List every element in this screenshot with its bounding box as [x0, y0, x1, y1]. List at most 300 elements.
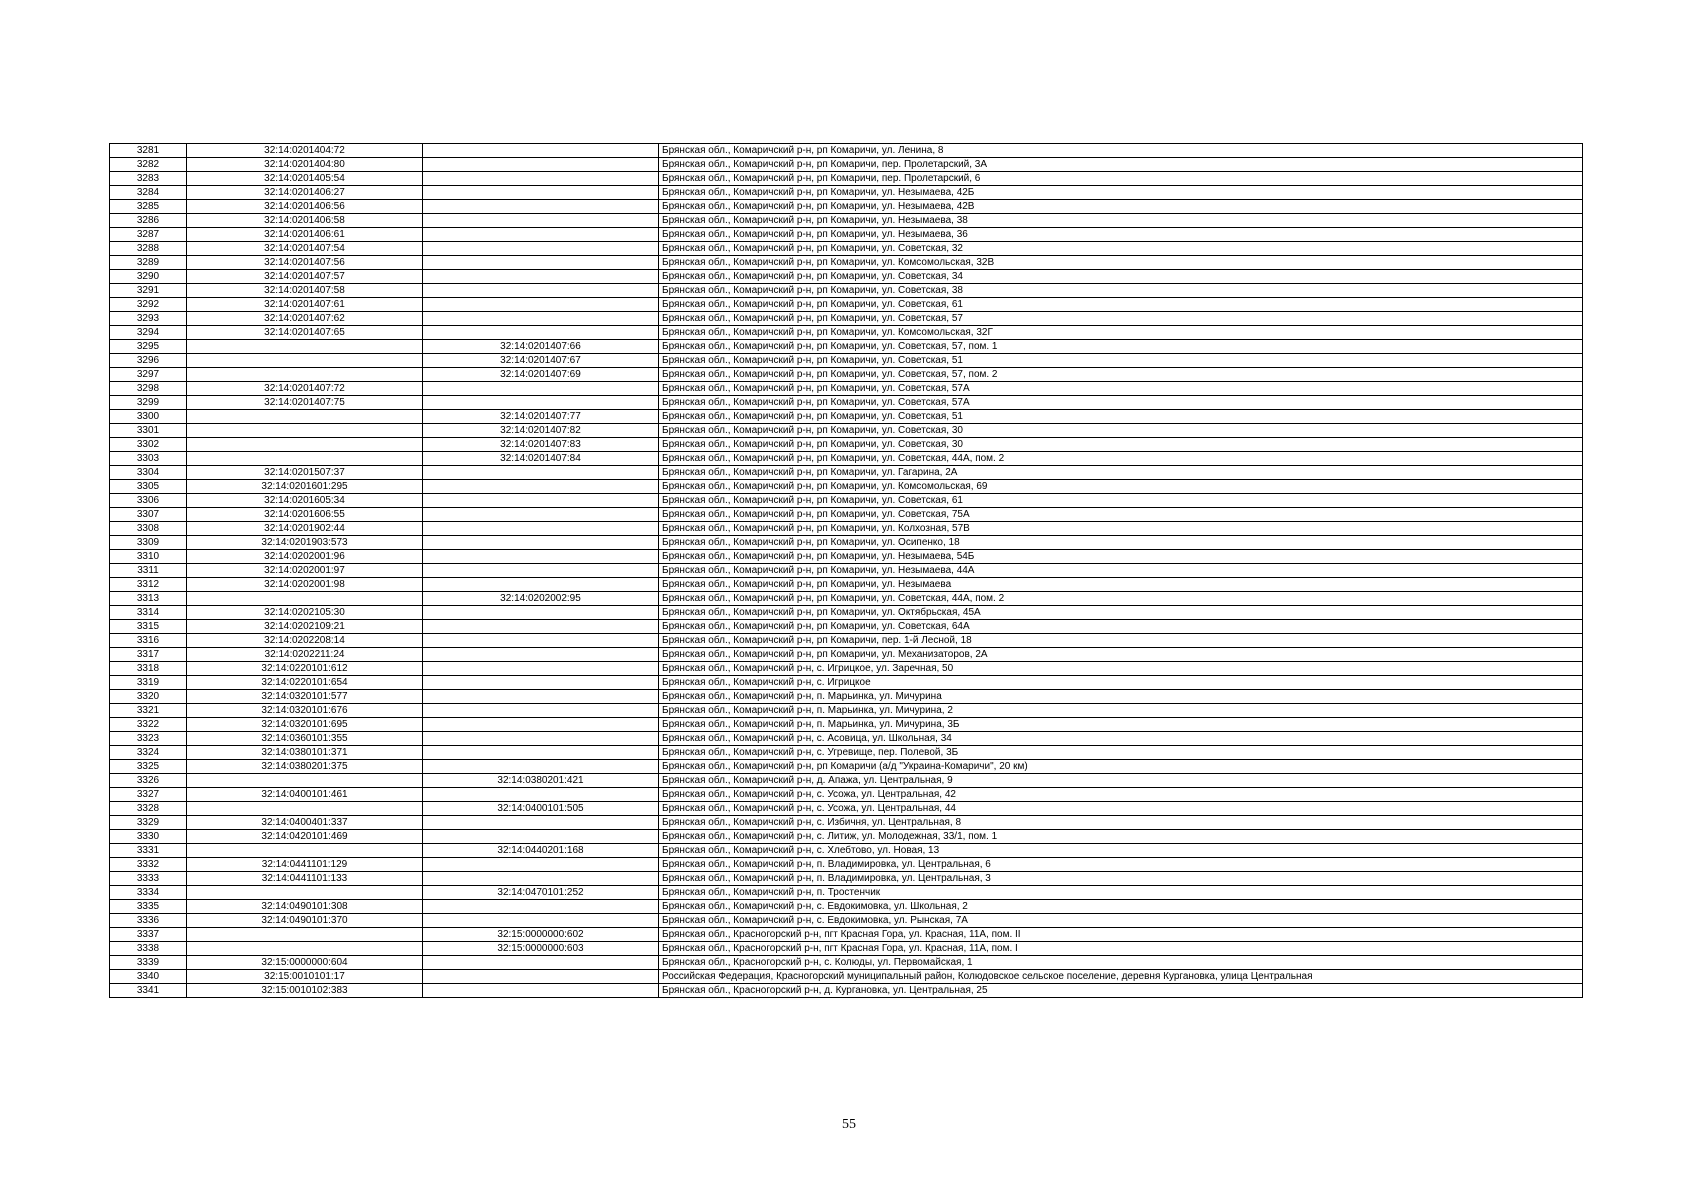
- cadastral-number-cell: 32:14:0202208:14: [187, 634, 423, 648]
- object-cadastral-number-cell: [423, 732, 659, 746]
- object-cadastral-number-cell: 32:14:0201407:67: [423, 354, 659, 368]
- object-cadastral-number-cell: [423, 522, 659, 536]
- cadastral-number-cell: 32:14:0400401:337: [187, 816, 423, 830]
- cadastral-number-cell: 32:14:0201407:72: [187, 382, 423, 396]
- table-row: [110, 466, 1583, 480]
- table-row: [110, 340, 1583, 354]
- cadastral-number-cell: 32:14:0320101:695: [187, 718, 423, 732]
- cadastral-number-cell: 32:14:0201406:27: [187, 186, 423, 200]
- address-cell: Брянская обл., Красногорский р-н, пгт Красная Гора, ул. Красная, 11А, пом. I: [659, 942, 1583, 956]
- cadastral-number-cell: [187, 592, 423, 606]
- row-number-cell: 3341: [110, 984, 187, 998]
- address-cell: Брянская обл., Комаричский р-н, рп Комаричи, ул. Советская, 34: [659, 270, 1583, 284]
- row-number-cell: 3331: [110, 844, 187, 858]
- address-cell: Российская Федерация, Красногорский муниципальный район, Колюдовское сельское поселение, деревня Кургановка, улица Центральная: [659, 970, 1583, 984]
- row-number-cell: 3303: [110, 452, 187, 466]
- row-number-cell: 3289: [110, 256, 187, 270]
- object-cadastral-number-cell: [423, 494, 659, 508]
- cadastral-number-cell: 32:14:0201601:295: [187, 480, 423, 494]
- object-cadastral-number-cell: [423, 578, 659, 592]
- address-cell: Брянская обл., Комаричский р-н, с. Игрицкое: [659, 676, 1583, 690]
- address-cell: Брянская обл., Комаричский р-н, рп Комаричи, ул. Советская, 57, пом. 2: [659, 368, 1583, 382]
- table-row: [110, 256, 1583, 270]
- address-cell: Брянская обл., Комаричский р-н, рп Комаричи, ул. Советская, 30: [659, 424, 1583, 438]
- cadastral-number-cell: 32:14:0201407:54: [187, 242, 423, 256]
- object-cadastral-number-cell: [423, 550, 659, 564]
- object-cadastral-number-cell: [423, 326, 659, 340]
- cadastral-number-cell: 32:14:0201605:34: [187, 494, 423, 508]
- row-number-cell: 3340: [110, 970, 187, 984]
- object-cadastral-number-cell: [423, 970, 659, 984]
- table-row: [110, 662, 1583, 676]
- table-row: [110, 550, 1583, 564]
- cadastral-number-cell: 32:14:0201406:58: [187, 214, 423, 228]
- row-number-cell: 3329: [110, 816, 187, 830]
- address-cell: Брянская обл., Комаричский р-н, рп Комаричи, ул. Советская, 57, пом. 1: [659, 340, 1583, 354]
- object-cadastral-number-cell: [423, 620, 659, 634]
- object-cadastral-number-cell: 32:14:0201407:83: [423, 438, 659, 452]
- row-number-cell: 3324: [110, 746, 187, 760]
- table-row: [110, 956, 1583, 970]
- cadastral-number-cell: 32:14:0201507:37: [187, 466, 423, 480]
- table-row: [110, 648, 1583, 662]
- address-cell: Брянская обл., Комаричский р-н, рп Комаричи, ул. Советская, 57А: [659, 396, 1583, 410]
- address-cell: Брянская обл., Комаричский р-н, рп Комаричи, ул. Советская, 51: [659, 354, 1583, 368]
- address-cell: Брянская обл., Комаричский р-н, с. Асовица, ул. Школьная, 34: [659, 732, 1583, 746]
- object-cadastral-number-cell: [423, 606, 659, 620]
- table-row: [110, 858, 1583, 872]
- row-number-cell: 3312: [110, 578, 187, 592]
- cadastral-number-cell: 32:14:0420101:469: [187, 830, 423, 844]
- cadastral-number-cell: 32:14:0400101:461: [187, 788, 423, 802]
- address-cell: Брянская обл., Комаричский р-н, рп Комаричи, ул. Советская, 44А, пом. 2: [659, 452, 1583, 466]
- cadastral-number-cell: [187, 942, 423, 956]
- cadastral-number-cell: 32:14:0201406:61: [187, 228, 423, 242]
- row-number-cell: 3323: [110, 732, 187, 746]
- address-cell: Брянская обл., Комаричский р-н, рп Комаричи, ул. Советская, 38: [659, 284, 1583, 298]
- object-cadastral-number-cell: [423, 816, 659, 830]
- address-cell: Брянская обл., Комаричский р-н, рп Комаричи, ул. Колхозная, 57В: [659, 522, 1583, 536]
- cadastral-number-cell: [187, 452, 423, 466]
- address-cell: Брянская обл., Комаричский р-н, рп Комаричи, ул. Гагарина, 2А: [659, 466, 1583, 480]
- address-cell: Брянская обл., Комаричский р-н, рп Комаричи, ул. Незымаева, 38: [659, 214, 1583, 228]
- table-row: [110, 508, 1583, 522]
- cadastral-number-cell: [187, 410, 423, 424]
- row-number-cell: 3337: [110, 928, 187, 942]
- address-cell: Брянская обл., Комаричский р-н, п. Владимировка, ул. Центральная, 6: [659, 858, 1583, 872]
- table-row: [110, 452, 1583, 466]
- address-cell: Брянская обл., Комаричский р-н, рп Комаричи (а/д "Украина-Комаричи", 20 км): [659, 760, 1583, 774]
- table-row: [110, 480, 1583, 494]
- address-cell: Брянская обл., Комаричский р-н, д. Апажа, ул. Центральная, 9: [659, 774, 1583, 788]
- object-cadastral-number-cell: 32:14:0470101:252: [423, 886, 659, 900]
- cadastral-number-cell: [187, 844, 423, 858]
- cadastral-number-cell: 32:14:0490101:308: [187, 900, 423, 914]
- row-number-cell: 3286: [110, 214, 187, 228]
- object-cadastral-number-cell: [423, 284, 659, 298]
- page-number: 55: [842, 1117, 856, 1132]
- cadastral-number-cell: 32:15:0000000:604: [187, 956, 423, 970]
- table-row: [110, 942, 1583, 956]
- address-cell: Брянская обл., Комаричский р-н, рп Комаричи, ул. Советская, 30: [659, 438, 1583, 452]
- object-cadastral-number-cell: 32:14:0201407:69: [423, 368, 659, 382]
- cadastral-number-cell: 32:14:0441101:129: [187, 858, 423, 872]
- row-number-cell: 3335: [110, 900, 187, 914]
- address-cell: Брянская обл., Комаричский р-н, рп Комаричи, ул. Незымаева, 36: [659, 228, 1583, 242]
- object-cadastral-number-cell: 32:14:0201407:82: [423, 424, 659, 438]
- row-number-cell: 3281: [110, 144, 187, 158]
- cadastral-number-cell: 32:14:0380201:375: [187, 760, 423, 774]
- cadastral-number-cell: 32:14:0202001:98: [187, 578, 423, 592]
- table-row: [110, 928, 1583, 942]
- table-row: [110, 704, 1583, 718]
- table-row: [110, 816, 1583, 830]
- object-cadastral-number-cell: [423, 956, 659, 970]
- row-number-cell: 3300: [110, 410, 187, 424]
- object-cadastral-number-cell: [423, 914, 659, 928]
- row-number-cell: 3334: [110, 886, 187, 900]
- row-number-cell: 3321: [110, 704, 187, 718]
- cadastral-number-cell: [187, 774, 423, 788]
- address-cell: Брянская обл., Комаричский р-н, с. Евдокимовка, ул. Школьная, 2: [659, 900, 1583, 914]
- row-number-cell: 3330: [110, 830, 187, 844]
- table-body: [110, 144, 1583, 998]
- address-cell: Брянская обл., Комаричский р-н, рп Комаричи, ул. Советская, 44А, пом. 2: [659, 592, 1583, 606]
- object-cadastral-number-cell: [423, 214, 659, 228]
- table-row: [110, 606, 1583, 620]
- row-number-cell: 3291: [110, 284, 187, 298]
- object-cadastral-number-cell: [423, 564, 659, 578]
- address-cell: Брянская обл., Комаричский р-н, с. Избичня, ул. Центральная, 8: [659, 816, 1583, 830]
- address-cell: Брянская обл., Комаричский р-н, рп Комаричи, ул. Советская, 61: [659, 298, 1583, 312]
- object-cadastral-number-cell: [423, 746, 659, 760]
- object-cadastral-number-cell: [423, 242, 659, 256]
- row-number-cell: 3310: [110, 550, 187, 564]
- address-cell: Брянская обл., Комаричский р-н, с. Игрицкое, ул. Заречная, 50: [659, 662, 1583, 676]
- address-cell: Брянская обл., Комаричский р-н, рп Комаричи, ул. Советская, 57: [659, 312, 1583, 326]
- row-number-cell: 3306: [110, 494, 187, 508]
- row-number-cell: 3338: [110, 942, 187, 956]
- row-number-cell: 3326: [110, 774, 187, 788]
- table-row: [110, 872, 1583, 886]
- object-cadastral-number-cell: [423, 144, 659, 158]
- address-cell: Брянская обл., Комаричский р-н, рп Комаричи, ул. Советская, 57А: [659, 382, 1583, 396]
- table-row: [110, 186, 1583, 200]
- table-row: [110, 746, 1583, 760]
- table-row: [110, 886, 1583, 900]
- table-row: [110, 592, 1583, 606]
- address-cell: Брянская обл., Комаричский р-н, рп Комаричи, ул. Незымаева, 44А: [659, 564, 1583, 578]
- object-cadastral-number-cell: 32:14:0440201:168: [423, 844, 659, 858]
- cadastral-number-cell: 32:14:0201404:80: [187, 158, 423, 172]
- table-row: [110, 144, 1583, 158]
- cadastral-number-cell: 32:14:0360101:355: [187, 732, 423, 746]
- cadastral-number-cell: 32:14:0201407:58: [187, 284, 423, 298]
- row-number-cell: 3305: [110, 480, 187, 494]
- table-row: [110, 732, 1583, 746]
- cadastral-number-cell: 32:14:0201407:75: [187, 396, 423, 410]
- address-cell: Брянская обл., Комаричский р-н, рп Комаричи, ул. Незымаева: [659, 578, 1583, 592]
- object-cadastral-number-cell: 32:14:0201407:66: [423, 340, 659, 354]
- row-number-cell: 3320: [110, 690, 187, 704]
- cadastral-number-cell: [187, 340, 423, 354]
- table-row: [110, 242, 1583, 256]
- object-cadastral-number-cell: [423, 662, 659, 676]
- address-cell: Брянская обл., Комаричский р-н, рп Комаричи, ул. Советская, 64А: [659, 620, 1583, 634]
- table-row: [110, 424, 1583, 438]
- object-cadastral-number-cell: [423, 298, 659, 312]
- address-cell: Брянская обл., Комаричский р-н, рп Комаричи, ул. Советская, 32: [659, 242, 1583, 256]
- table-row: [110, 830, 1583, 844]
- object-cadastral-number-cell: [423, 466, 659, 480]
- cadastral-number-cell: [187, 368, 423, 382]
- object-cadastral-number-cell: 32:14:0201407:77: [423, 410, 659, 424]
- cadastral-number-cell: 32:14:0201405:54: [187, 172, 423, 186]
- address-cell: Брянская обл., Комаричский р-н, рп Комаричи, ул. Осипенко, 18: [659, 536, 1583, 550]
- address-cell: Брянская обл., Красногорский р-н, с. Колюды, ул. Первомайская, 1: [659, 956, 1583, 970]
- row-number-cell: 3302: [110, 438, 187, 452]
- row-number-cell: 3295: [110, 340, 187, 354]
- object-cadastral-number-cell: [423, 872, 659, 886]
- row-number-cell: 3294: [110, 326, 187, 340]
- cadastral-number-cell: 32:14:0320101:676: [187, 704, 423, 718]
- cadastral-number-cell: 32:14:0201407:65: [187, 326, 423, 340]
- object-cadastral-number-cell: [423, 382, 659, 396]
- object-cadastral-number-cell: [423, 858, 659, 872]
- object-cadastral-number-cell: [423, 718, 659, 732]
- cadastral-number-cell: [187, 354, 423, 368]
- table-row: [110, 494, 1583, 508]
- object-cadastral-number-cell: [423, 508, 659, 522]
- object-cadastral-number-cell: [423, 634, 659, 648]
- cadastral-number-cell: 32:14:0202001:97: [187, 564, 423, 578]
- row-number-cell: 3318: [110, 662, 187, 676]
- cadastral-number-cell: [187, 886, 423, 900]
- table-row: [110, 396, 1583, 410]
- address-cell: Брянская обл., Комаричский р-н, п. Марьинка, ул. Мичурина: [659, 690, 1583, 704]
- object-cadastral-number-cell: [423, 704, 659, 718]
- object-cadastral-number-cell: 32:15:0000000:602: [423, 928, 659, 942]
- table-row: [110, 382, 1583, 396]
- table-row: [110, 802, 1583, 816]
- cadastral-number-cell: 32:14:0201903:573: [187, 536, 423, 550]
- cadastral-number-cell: [187, 424, 423, 438]
- row-number-cell: 3287: [110, 228, 187, 242]
- cadastral-number-cell: 32:14:0201407:62: [187, 312, 423, 326]
- row-number-cell: 3311: [110, 564, 187, 578]
- table-row: [110, 270, 1583, 284]
- table-row: [110, 900, 1583, 914]
- cadastral-number-cell: [187, 928, 423, 942]
- table-row: [110, 326, 1583, 340]
- address-cell: Брянская обл., Комаричский р-н, рп Комаричи, ул. Советская, 75А: [659, 508, 1583, 522]
- row-number-cell: 3285: [110, 200, 187, 214]
- object-cadastral-number-cell: [423, 830, 659, 844]
- object-cadastral-number-cell: [423, 760, 659, 774]
- row-number-cell: 3282: [110, 158, 187, 172]
- cadastral-number-cell: 32:15:0010101:17: [187, 970, 423, 984]
- row-number-cell: 3328: [110, 802, 187, 816]
- table-row: [110, 690, 1583, 704]
- object-cadastral-number-cell: [423, 536, 659, 550]
- cadastral-number-cell: [187, 802, 423, 816]
- row-number-cell: 3339: [110, 956, 187, 970]
- address-cell: Брянская обл., Комаричский р-н, с. Хлебтово, ул. Новая, 13: [659, 844, 1583, 858]
- address-cell: Брянская обл., Комаричский р-н, с. Угревище, пер. Полевой, 3Б: [659, 746, 1583, 760]
- row-number-cell: 3319: [110, 676, 187, 690]
- row-number-cell: 3315: [110, 620, 187, 634]
- row-number-cell: 3317: [110, 648, 187, 662]
- object-cadastral-number-cell: [423, 256, 659, 270]
- address-cell: Брянская обл., Красногорский р-н, д. Кургановка, ул. Центральная, 25: [659, 984, 1583, 998]
- row-number-cell: 3283: [110, 172, 187, 186]
- table-row: [110, 788, 1583, 802]
- row-number-cell: 3296: [110, 354, 187, 368]
- table-row: [110, 760, 1583, 774]
- table-row: [110, 774, 1583, 788]
- table-row: [110, 578, 1583, 592]
- row-number-cell: 3322: [110, 718, 187, 732]
- table-row: [110, 984, 1583, 998]
- object-cadastral-number-cell: [423, 900, 659, 914]
- table-row: [110, 368, 1583, 382]
- address-cell: Брянская обл., Комаричский р-н, рп Комаричи, ул. Советская, 51: [659, 410, 1583, 424]
- row-number-cell: 3301: [110, 424, 187, 438]
- table-row: [110, 844, 1583, 858]
- address-cell: Брянская обл., Комаричский р-н, рп Комаричи, ул. Комсомольская, 32Г: [659, 326, 1583, 340]
- table-row: [110, 410, 1583, 424]
- cadastral-number-cell: 32:14:0201407:56: [187, 256, 423, 270]
- cadastral-number-cell: 32:14:0201606:55: [187, 508, 423, 522]
- object-cadastral-number-cell: 32:14:0201407:84: [423, 452, 659, 466]
- row-number-cell: 3297: [110, 368, 187, 382]
- table-row: [110, 228, 1583, 242]
- object-cadastral-number-cell: [423, 172, 659, 186]
- table-row: [110, 914, 1583, 928]
- row-number-cell: 3325: [110, 760, 187, 774]
- address-cell: Брянская обл., Комаричский р-н, с. Усожа, ул. Центральная, 42: [659, 788, 1583, 802]
- table-row: [110, 970, 1583, 984]
- table-row: [110, 634, 1583, 648]
- object-cadastral-number-cell: [423, 480, 659, 494]
- row-number-cell: 3299: [110, 396, 187, 410]
- address-cell: Брянская обл., Комаричский р-н, с. Усожа, ул. Центральная, 44: [659, 802, 1583, 816]
- table-row: [110, 522, 1583, 536]
- object-cadastral-number-cell: [423, 200, 659, 214]
- cadastral-number-cell: 32:14:0490101:370: [187, 914, 423, 928]
- table-row: [110, 676, 1583, 690]
- object-cadastral-number-cell: [423, 788, 659, 802]
- cadastral-number-cell: 32:14:0201406:56: [187, 200, 423, 214]
- cadastral-number-cell: 32:14:0220101:654: [187, 676, 423, 690]
- address-cell: Брянская обл., Комаричский р-н, п. Тростенчик: [659, 886, 1583, 900]
- address-cell: Брянская обл., Красногорский р-н, пгт Красная Гора, ул. Красная, 11А, пом. II: [659, 928, 1583, 942]
- row-number-cell: 3288: [110, 242, 187, 256]
- address-cell: Брянская обл., Комаричский р-н, рп Комаричи, ул. Комсомольская, 69: [659, 480, 1583, 494]
- address-cell: Брянская обл., Комаричский р-н, рп Комаричи, ул. Октябрьская, 45А: [659, 606, 1583, 620]
- row-number-cell: 3307: [110, 508, 187, 522]
- object-cadastral-number-cell: [423, 396, 659, 410]
- cadastral-number-cell: 32:14:0202109:21: [187, 620, 423, 634]
- row-number-cell: 3298: [110, 382, 187, 396]
- row-number-cell: 3332: [110, 858, 187, 872]
- cadastral-number-cell: 32:14:0202001:96: [187, 550, 423, 564]
- address-cell: Брянская обл., Комаричский р-н, рп Комаричи, ул. Ленина, 8: [659, 144, 1583, 158]
- row-number-cell: 3308: [110, 522, 187, 536]
- cadastral-number-cell: 32:14:0201407:57: [187, 270, 423, 284]
- table-row: [110, 312, 1583, 326]
- address-cell: Брянская обл., Комаричский р-н, рп Комаричи, ул. Комсомольская, 32В: [659, 256, 1583, 270]
- address-cell: Брянская обл., Комаричский р-н, рп Комаричи, ул. Незымаева, 42В: [659, 200, 1583, 214]
- row-number-cell: 3327: [110, 788, 187, 802]
- table-row: [110, 200, 1583, 214]
- table-row: [110, 536, 1583, 550]
- row-number-cell: 3293: [110, 312, 187, 326]
- table-row: [110, 298, 1583, 312]
- table-row: [110, 284, 1583, 298]
- address-cell: Брянская обл., Комаричский р-н, рп Комаричи, пер. 1-й Лесной, 18: [659, 634, 1583, 648]
- address-cell: Брянская обл., Комаричский р-н, рп Комаричи, ул. Механизаторов, 2А: [659, 648, 1583, 662]
- data-table: [109, 143, 1583, 998]
- address-cell: Брянская обл., Комаричский р-н, с. Литиж, ул. Молодежная, 33/1, пом. 1: [659, 830, 1583, 844]
- row-number-cell: 3313: [110, 592, 187, 606]
- table-row: [110, 620, 1583, 634]
- table-row: [110, 438, 1583, 452]
- address-cell: Брянская обл., Комаричский р-н, рп Комаричи, ул. Незымаева, 42Б: [659, 186, 1583, 200]
- address-cell: Брянская обл., Комаричский р-н, п. Марьинка, ул. Мичурина, 3Б: [659, 718, 1583, 732]
- object-cadastral-number-cell: [423, 676, 659, 690]
- cadastral-number-cell: 32:14:0320101:577: [187, 690, 423, 704]
- table-row: [110, 214, 1583, 228]
- cadastral-number-cell: 32:14:0201407:61: [187, 298, 423, 312]
- address-cell: Брянская обл., Комаричский р-н, рп Комаричи, ул. Советская, 61: [659, 494, 1583, 508]
- table-row: [110, 354, 1583, 368]
- address-cell: Брянская обл., Комаричский р-н, с. Евдокимовка, ул. Рынская, 7А: [659, 914, 1583, 928]
- row-number-cell: 3336: [110, 914, 187, 928]
- object-cadastral-number-cell: [423, 270, 659, 284]
- address-cell: Брянская обл., Комаричский р-н, п. Владимировка, ул. Центральная, 3: [659, 872, 1583, 886]
- row-number-cell: 3333: [110, 872, 187, 886]
- row-number-cell: 3316: [110, 634, 187, 648]
- cadastral-number-cell: 32:14:0202105:30: [187, 606, 423, 620]
- object-cadastral-number-cell: [423, 228, 659, 242]
- address-cell: Брянская обл., Комаричский р-н, рп Комаричи, пер. Пролетарский, 6: [659, 172, 1583, 186]
- object-cadastral-number-cell: [423, 186, 659, 200]
- table-row: [110, 718, 1583, 732]
- object-cadastral-number-cell: [423, 312, 659, 326]
- cadastral-number-cell: 32:14:0201404:72: [187, 144, 423, 158]
- row-number-cell: 3292: [110, 298, 187, 312]
- object-cadastral-number-cell: [423, 648, 659, 662]
- object-cadastral-number-cell: 32:14:0400101:505: [423, 802, 659, 816]
- object-cadastral-number-cell: 32:14:0202002:95: [423, 592, 659, 606]
- cadastral-number-cell: 32:14:0201902:44: [187, 522, 423, 536]
- cadastral-number-cell: 32:14:0380101:371: [187, 746, 423, 760]
- cadastral-number-cell: 32:15:0010102:383: [187, 984, 423, 998]
- row-number-cell: 3290: [110, 270, 187, 284]
- cadastral-number-cell: 32:14:0220101:612: [187, 662, 423, 676]
- object-cadastral-number-cell: [423, 158, 659, 172]
- table-row: [110, 564, 1583, 578]
- row-number-cell: 3309: [110, 536, 187, 550]
- row-number-cell: 3284: [110, 186, 187, 200]
- table-row: [110, 172, 1583, 186]
- table-row: [110, 158, 1583, 172]
- address-cell: Брянская обл., Комаричский р-н, рп Комаричи, ул. Незымаева, 54Б: [659, 550, 1583, 564]
- cadastral-number-cell: 32:14:0202211:24: [187, 648, 423, 662]
- object-cadastral-number-cell: 32:15:0000000:603: [423, 942, 659, 956]
- object-cadastral-number-cell: 32:14:0380201:421: [423, 774, 659, 788]
